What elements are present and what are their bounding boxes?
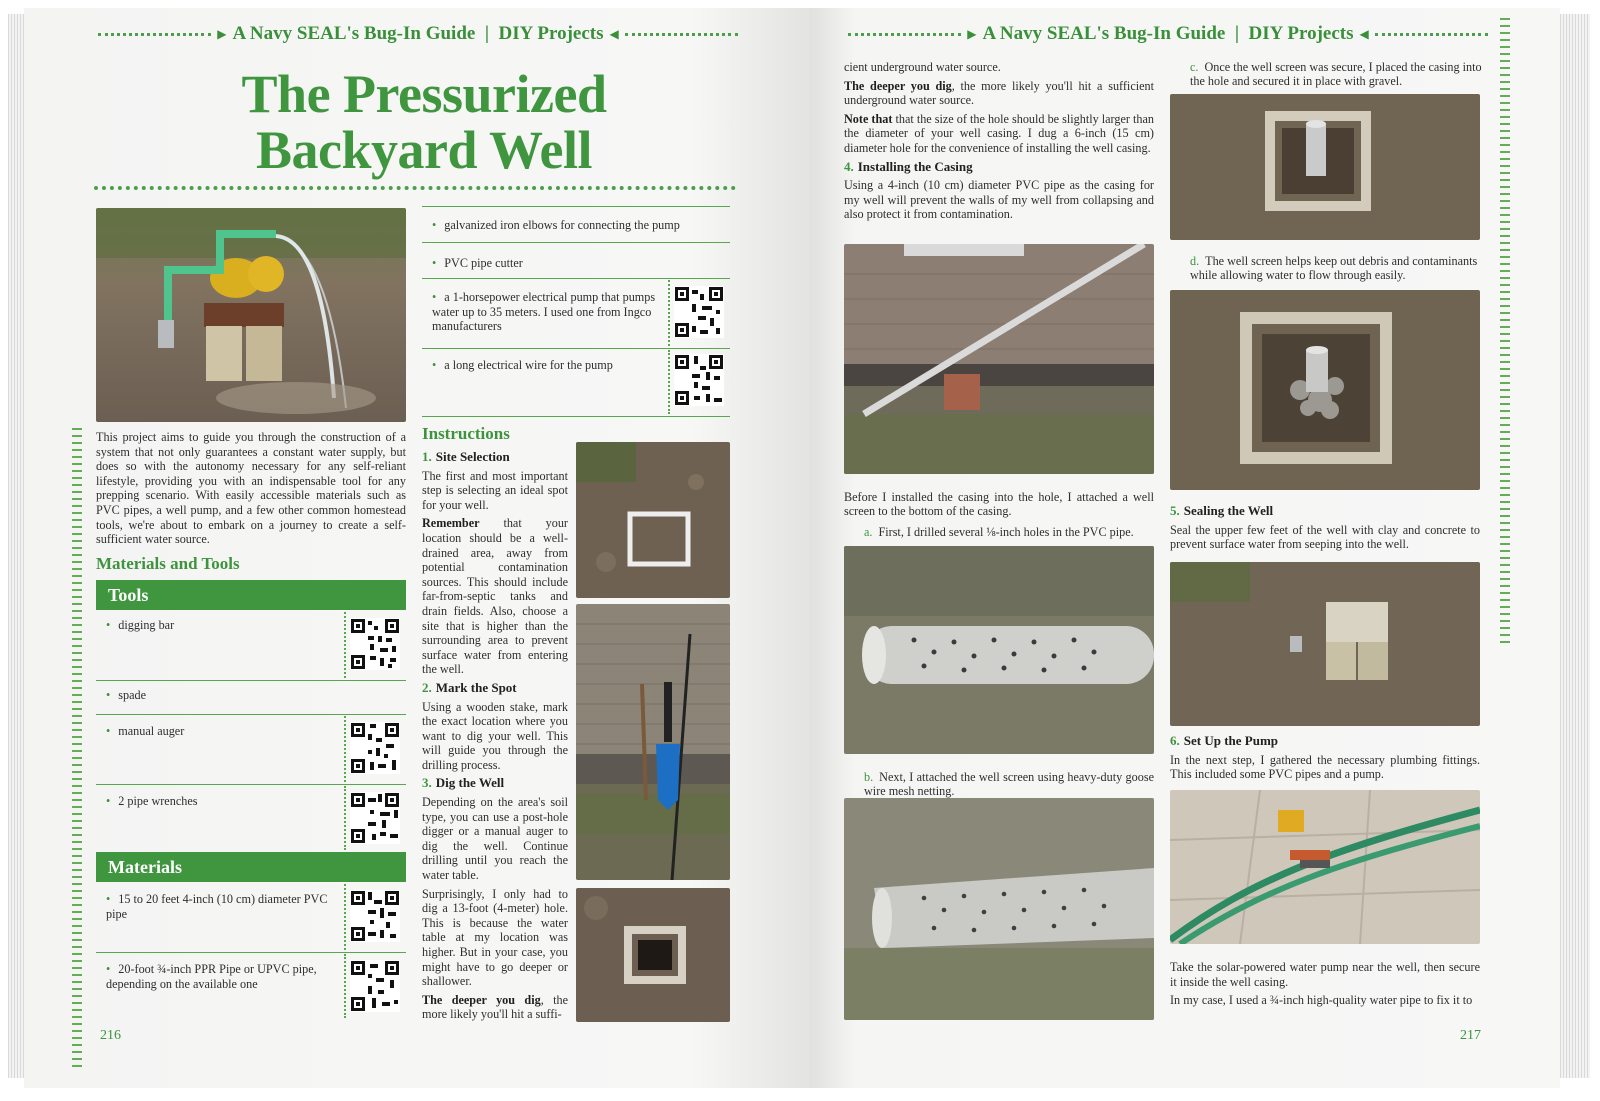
running-head-right: ▶ A Navy SEAL's Bug-In Guide | DIY Projects ◀ bbox=[848, 22, 1488, 46]
qr-code bbox=[674, 286, 724, 338]
tool-item: • 2 pipe wrenches bbox=[106, 794, 198, 808]
step-5-title: Sealing the Well bbox=[1183, 503, 1274, 518]
casing-in-hole-photo bbox=[1170, 94, 1480, 240]
qr-code bbox=[350, 792, 400, 844]
open-book bbox=[8, 8, 1592, 1098]
page-title bbox=[144, 66, 704, 178]
plumbing-fittings-photo bbox=[1170, 790, 1480, 944]
instructions-text: 1. Site Selection The first and most important step is selecting an ideal spot for your well. Remember that your location should be a well-drained area, away from potential contamination sources. This should include far-from-septic tanks and drain fields. Also, choose a site that is higher than the surrounding area to prevent surface water from entering the well. 2. Mark the Spot Using a wooden stake, mark the exact location where you want to dig your well. This will guide you through the drilling process. 3. Dig the Well Depending on the area's soil type, you can use a post-hole digger or a manual auger to dig the well. Continue drilling until you reach the water table. Surprisingly, I only had to dig a 13-foot (4-meter) hole. This is because the water table at my location was higher. But in your case, you might have to go deeper or shallower. The deeper you dig, the more likely you'll hit a suffi- bbox=[422, 449, 569, 1022]
qr-code bbox=[350, 722, 400, 774]
page-number-right: 217 bbox=[1460, 1028, 1481, 1043]
qr-code bbox=[350, 960, 400, 1012]
intro-paragraph: This project aims to guide you through the construction of a system that not only guarantees a constant water supply, but does so with the autonomy necessary for any self-reliant lifestyle, providing you with an indispensable tool for any prepping scenario. With easily accessible materials such as PVC pipes, a well pump, and a few other common homestead tools, we're about to embark on a journey to create a self-sufficient water source. bbox=[96, 430, 406, 547]
tool-item: • spade bbox=[106, 688, 147, 702]
title-line-2: Backyard Well bbox=[255, 120, 593, 180]
page-edges-left bbox=[8, 14, 24, 1078]
step-3-title: Dig the Well bbox=[435, 775, 505, 791]
material-item: • galvanized iron elbows for connecting the pump bbox=[432, 218, 680, 232]
substep-c: c. Once the well screen was secure, I placed the casing into the hole and secured it in place with gravel. bbox=[1190, 60, 1482, 89]
material-item: • 20-foot ¾-inch PPR Pipe or UPVC pipe, depending on the available one bbox=[106, 962, 317, 991]
tools-heading: Tools bbox=[96, 580, 406, 610]
dug-hole-photo bbox=[576, 888, 730, 1022]
step-6-title: Set Up the Pump bbox=[1183, 733, 1279, 748]
qr-code bbox=[350, 618, 400, 670]
margin-stripes-right bbox=[1500, 18, 1510, 648]
tools-against-wall-photo bbox=[576, 604, 730, 880]
page-number-left: 216 bbox=[100, 1028, 121, 1043]
right-column-1-text: cient underground water source. The deeper you dig, the more likely you'll hit a sufficient underground water source. Note that that the size of the hole should be slightly larger than the diameter of your well casing. I dug a 6-inch (15 cm) diameter hole for the convenience of installing the well casing. 4. Installing the Casing Using a 4-inch (10 cm) diameter PVC pipe as the casing for my well will prevent the walls of my well from collapsing and also protect it from contamination. bbox=[844, 60, 1155, 222]
sealed-well-photo bbox=[1170, 562, 1480, 726]
step-6-continued: Take the solar-powered water pump near the well, then secure it inside the well casing. In my case, I used a ¾-inch high-quality water pipe to fix it to bbox=[1170, 960, 1480, 1008]
step-4-title: Installing the Casing bbox=[857, 158, 973, 174]
substep-a: a. First, I drilled several ⅛-inch holes in the PVC pipe. bbox=[864, 525, 1134, 539]
title-line-1: The Pressurized bbox=[241, 64, 607, 124]
screen-note: Before I installed the casing into the hole, I attached a well screen to the bottom of the casing. bbox=[844, 490, 1154, 519]
casing-pipe-photo bbox=[844, 244, 1154, 474]
step-5-text: 5. Sealing the Well Seal the upper few feet of the well with clay and concrete to prevent surface water from seeping into the well. bbox=[1170, 503, 1480, 552]
step-6-text: 6. Set Up the Pump In the next step, I gathered the necessary plumbing fittings. This included some PVC pipes and a pump. bbox=[1170, 733, 1480, 782]
tool-item: • manual auger bbox=[106, 724, 185, 738]
substep-b: b. Next, I attached the well screen using heavy-duty goose wire mesh netting. bbox=[864, 770, 1154, 799]
substep-d: d. The well screen helps keep out debris and contaminants while allowing water to flow through easily. bbox=[1190, 254, 1478, 283]
margin-stripes-left bbox=[72, 428, 82, 1068]
materials-heading: Materials bbox=[96, 852, 406, 882]
material-item: • PVC pipe cutter bbox=[432, 256, 523, 270]
material-item: • a long electrical wire for the pump bbox=[432, 358, 613, 372]
material-item: • 15 to 20 feet 4-inch (10 cm) diameter PVC pipe bbox=[106, 892, 328, 921]
drilled-pipe-photo bbox=[844, 546, 1154, 754]
page-edges-right bbox=[1560, 14, 1590, 1078]
running-head-left: ▶ A Navy SEAL's Bug-In Guide | DIY Projects ◀ bbox=[98, 22, 738, 46]
pump-photo bbox=[96, 208, 406, 422]
marked-spot-photo bbox=[576, 442, 730, 598]
step-2-title: Mark the Spot bbox=[435, 679, 517, 695]
right-page bbox=[810, 8, 1560, 1088]
instructions-heading: Instructions bbox=[422, 424, 510, 443]
gravel-casing-photo bbox=[1170, 290, 1480, 490]
left-page bbox=[24, 8, 810, 1088]
wrapped-screen-photo bbox=[844, 798, 1154, 1020]
qr-code bbox=[674, 354, 724, 406]
title-divider bbox=[94, 186, 736, 190]
materials-tools-heading: Materials and Tools bbox=[96, 554, 240, 573]
qr-code bbox=[350, 890, 400, 942]
tool-item: • digging bar bbox=[106, 618, 175, 632]
material-item: • a 1-horsepower electrical pump that pumps water up to 35 meters. I used one from Ingco manufacturers bbox=[432, 290, 656, 334]
step-1-title: Site Selection bbox=[435, 449, 510, 464]
